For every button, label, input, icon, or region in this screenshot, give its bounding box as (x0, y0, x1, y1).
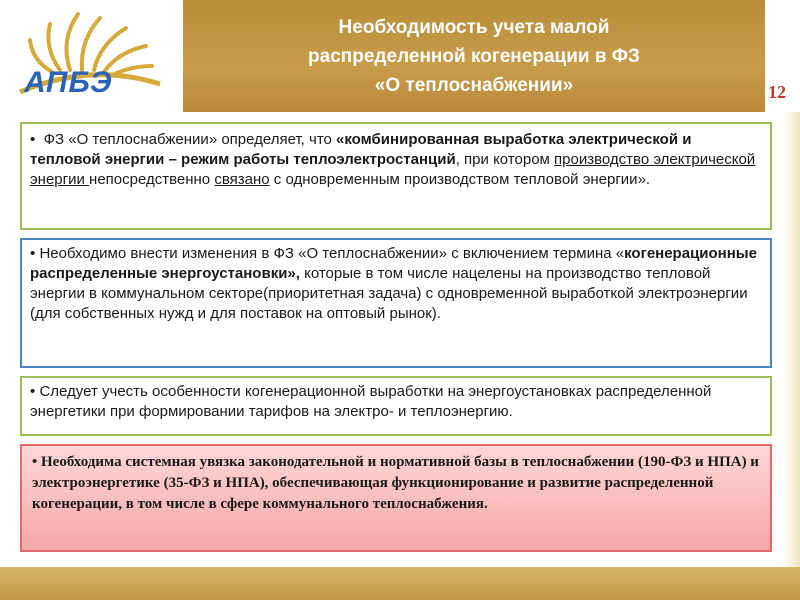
side-strip-accent (783, 112, 800, 567)
page-number: 12 (768, 82, 786, 102)
box1-text-4: производство электрической энергии (30, 151, 756, 188)
box4-paragraph (32, 452, 760, 515)
text-box-3 (20, 376, 772, 436)
bullet-icon: • (30, 245, 36, 262)
box1-text-6: связано (214, 171, 270, 188)
title-line-1: Необходимость учета малой (338, 16, 610, 38)
text-box-4 (20, 444, 772, 552)
box1-text-7: с одновременным производством тепловой энергии». (269, 171, 651, 188)
box1-text-5: непосредственно (89, 171, 215, 188)
text-box-1 (20, 122, 772, 230)
box1-paragraph (30, 130, 762, 190)
box1-text-2: «комбинированная выработка электрической и тепловой энергии – режим работы теплоэлектростанций (30, 131, 692, 168)
box1-text-1: ФЗ «О теплоснабжении» определяет, что (43, 131, 337, 148)
box2-text-3: которые в том числе нацелены на производство тепловой энергии в коммунальном секторе(приоритетная задача) с одновременной выработкой электроэнергии (для собственных нужд и для поставок на оптовый рынок). (30, 265, 748, 322)
box3-paragraph (30, 382, 762, 422)
title-line-2: распределенной когенерации в ФЗ (308, 45, 640, 67)
box4-text: Необходима системная увязка законодательной и нормативной базы в теплоснабжении (190-ФЗ и НПА) и электроэнергетике (35-ФЗ и НПА), обеспечивающая функционирование и развитие распределенной когенерации, в том числе в сфере коммунального теплоснабжения. (32, 454, 759, 512)
bullet-icon: • (32, 454, 38, 470)
logo-area (0, 0, 183, 112)
footer-band (0, 567, 800, 600)
box1-text-3: , при котором (455, 151, 555, 168)
page-title (214, 13, 734, 100)
bullet-icon: • (30, 383, 36, 400)
text-box-2 (20, 238, 772, 368)
logo-text: АПБЭ (24, 66, 113, 99)
box2-text-1: Необходимо внести изменения в ФЗ «О теплоснабжении» с включением термина « (39, 245, 625, 262)
title-line-3: «О теплоснабжении» (374, 74, 574, 96)
box2-paragraph (30, 244, 762, 324)
box2-text-2: когенерационные распределенные энергоустановки», (30, 245, 757, 282)
bullet-icon: • (30, 131, 36, 148)
box3-text: Следует учесть особенности когенерационной выработки на энергоустановках распределенной энергетики при формировании тарифов на электро- и теплоэнергию. (30, 383, 712, 420)
title-panel (183, 0, 765, 112)
